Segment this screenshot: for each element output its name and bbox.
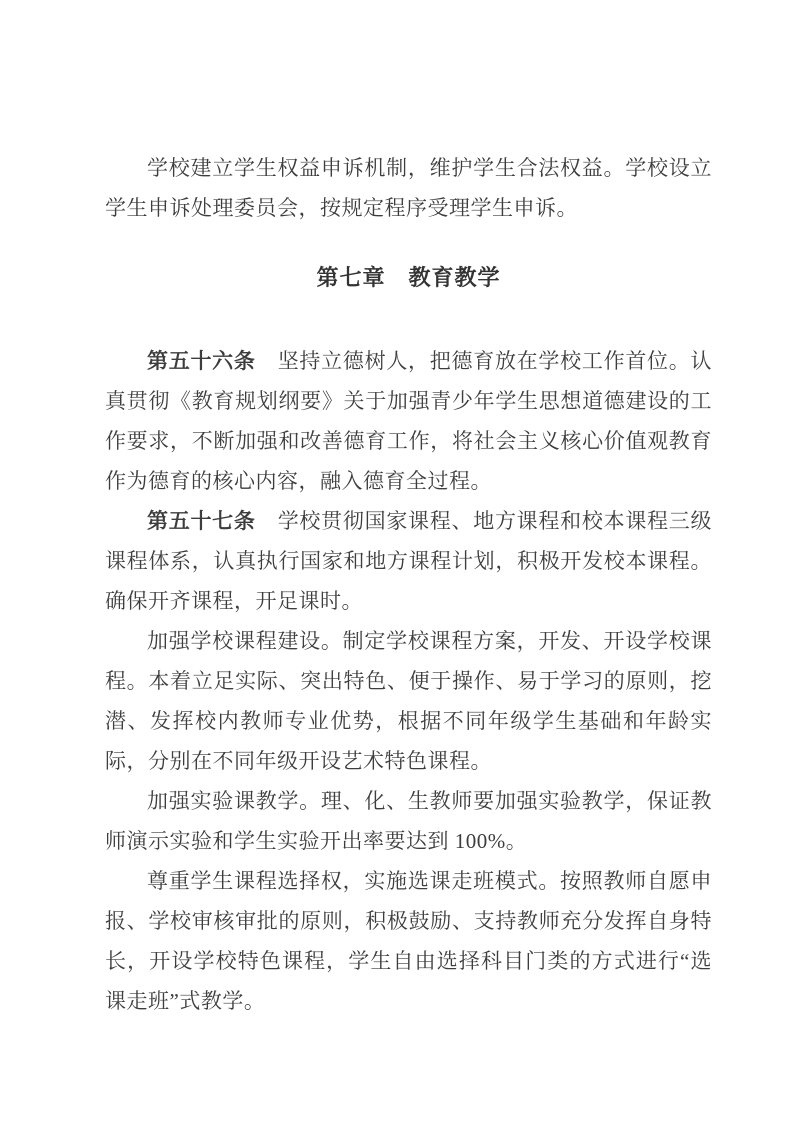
article-57-paragraph xyxy=(105,501,712,621)
paragraph-school-curriculum: 加强学校课程建设。制定学校课程方案，开发、开设学校课程。本着立足实际、突出特色、便于操作、易于学习的原则，挖潜、发挥校内教师专业优势，根据不同年级学生基础和年龄实际，分别在不同年级开设艺术特色课程。 xyxy=(105,629,712,773)
chapter-heading: 第七章 教育教学 xyxy=(316,265,501,290)
paragraph-appeal-mechanism: 学校建立学生权益申诉机制，维护学生合法权益。学校设立学生申诉处理委员会，按规定程序受理学生申诉。 xyxy=(105,156,712,220)
article-56-label: 第五十六条 xyxy=(147,349,256,373)
paragraph-elective-class-teaching: 尊重学生课程选择权，实施选课走班模式。按照教师自愿申报、学校审核审批的原则，积极鼓励、支持教师充分发挥自身特长，开设学校特色课程，学生自由选择科目门类的方式进行“选课走班”式教学。 xyxy=(105,869,712,1013)
paragraph-lab-teaching: 加强实验课教学。理、化、生教师要加强实验教学，保证教师演示实验和学生实验开出率要达到 100%。 xyxy=(105,789,712,853)
article-57-label: 第五十七条 xyxy=(147,509,256,533)
article-56-text: 坚持立德树人，把德育放在学校工作首位。认真贯彻《教育规划纲要》关于加强青少年学生思想道德建设的工作要求，不断加强和改善德育工作，将社会主义核心价值观教育作为德育的核心内容，融入德育全过程。 xyxy=(105,349,713,493)
article-56-paragraph xyxy=(105,341,712,501)
article-57-text: 学校贯彻国家课程、地方课程和校本课程三级课程体系，认真执行国家和地方课程计划，积极开发校本课程。确保开齐课程，开足课时。 xyxy=(105,509,713,613)
